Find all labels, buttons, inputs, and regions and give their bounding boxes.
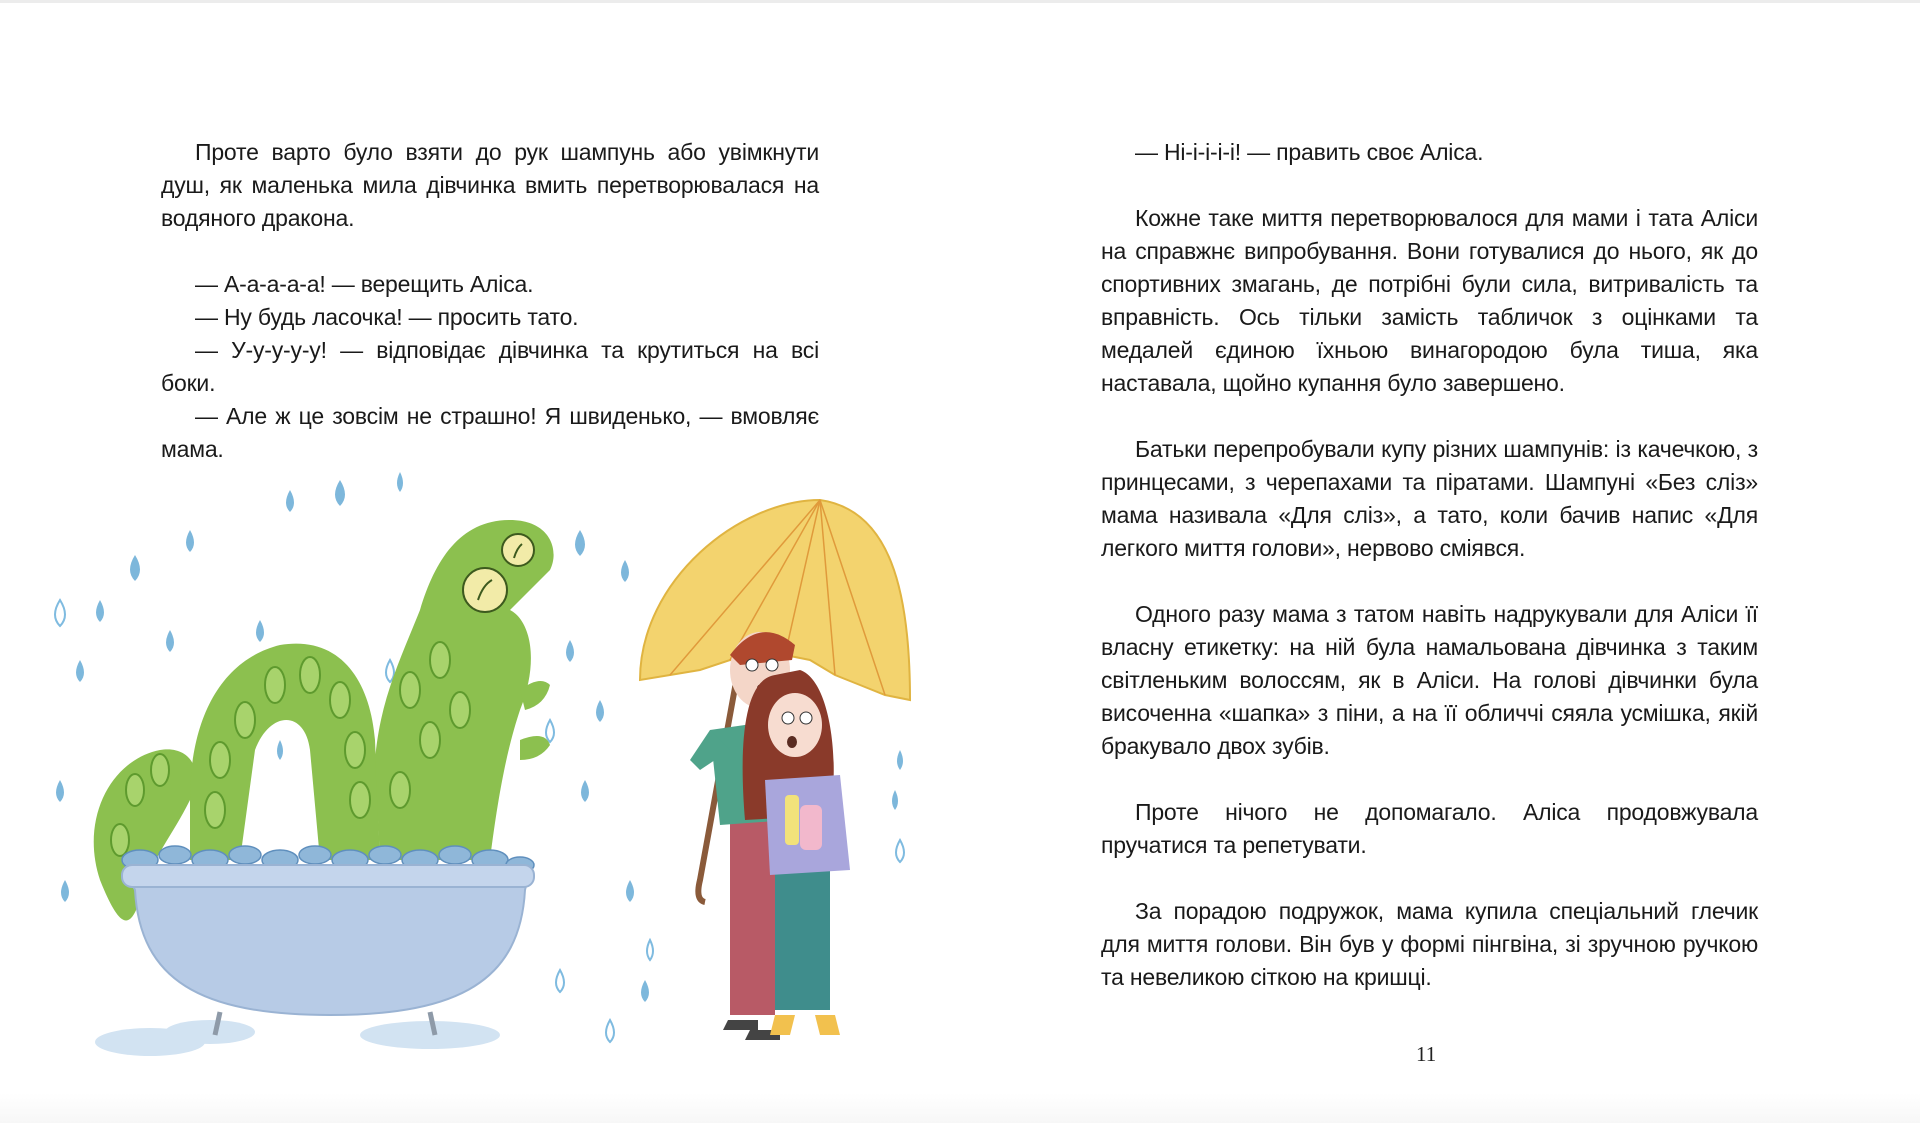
bathtub-rim <box>122 865 534 887</box>
bottom-edge-fade <box>0 1093 1920 1123</box>
dragon-claw <box>520 736 550 760</box>
puddle <box>360 1021 500 1049</box>
right-page <box>960 0 1920 1123</box>
paragraph: Одного разу мама з татом навіть надрукували для Аліси її власну етикетку: на ній була намальована дівчинка з таким світленьким волоссям, як в Аліси. На голові дівчинки була височенна «шапка» з піни, а на її обличчі сяяла усмішка, якій бракувало двох зубів. <box>1101 601 1758 759</box>
dialogue-line: — Ну будь ласочка! — просить тато. <box>195 304 579 330</box>
right-text-column <box>1101 136 1758 994</box>
dialogue-line: — Але ж це зовсім не страшно! Я швиденько, — вмовляє мама. <box>161 403 819 462</box>
paragraph: Проте нічого не допомагало. Аліса продовжувала пручатися та репетувати. <box>1101 799 1758 858</box>
puddle <box>165 1020 255 1044</box>
page-number: 11 <box>1416 1042 1437 1066</box>
dialogue-line: — А-а-а-а-а! — верещить Аліса. <box>195 271 534 297</box>
dialogue-line: — Ні-і-і-і-і! — править своє Аліса. <box>1135 139 1484 165</box>
paragraph: Проте варто було взяти до рук шампунь або увімкнути душ, як маленька мила дівчинка вмить перетворювалася на водяного дракона. <box>161 139 819 231</box>
bathtub <box>125 870 530 1015</box>
paragraph: За порадою подружок, мама купила спеціальний глечик для миття голови. Він був у формі пінгвіна, зі зручною ручкою та невеликою сіткою на кришці. <box>1101 898 1758 990</box>
bath-dragon-illustration <box>40 460 940 1100</box>
left-text-column <box>161 136 819 466</box>
paragraph: Батьки перепробували купу різних шампунів: із качечкою, з принцесами, з черепахами та піратами. Шампуні «Без сліз» мама називала «Для сліз», а тато, коли бачив напис «Для легкого миття голови», нервово сміявся. <box>1101 436 1758 561</box>
dialogue-line: — У-у-у-у-у! — відповідає дівчинка та крутиться на всі боки. <box>161 337 819 396</box>
paragraph: Кожне таке миття перетворювалося для мами і тата Аліси на справжнє випробування. Вони готувалися до нього, як до спортивних змагань, де потрібні були сила, витривалість та вправність. Ось тільки замість табличок з оцінками та медалей єдиною їхньою винагородою була тиша, яка наставала, щойно купання було завершено. <box>1101 205 1758 396</box>
